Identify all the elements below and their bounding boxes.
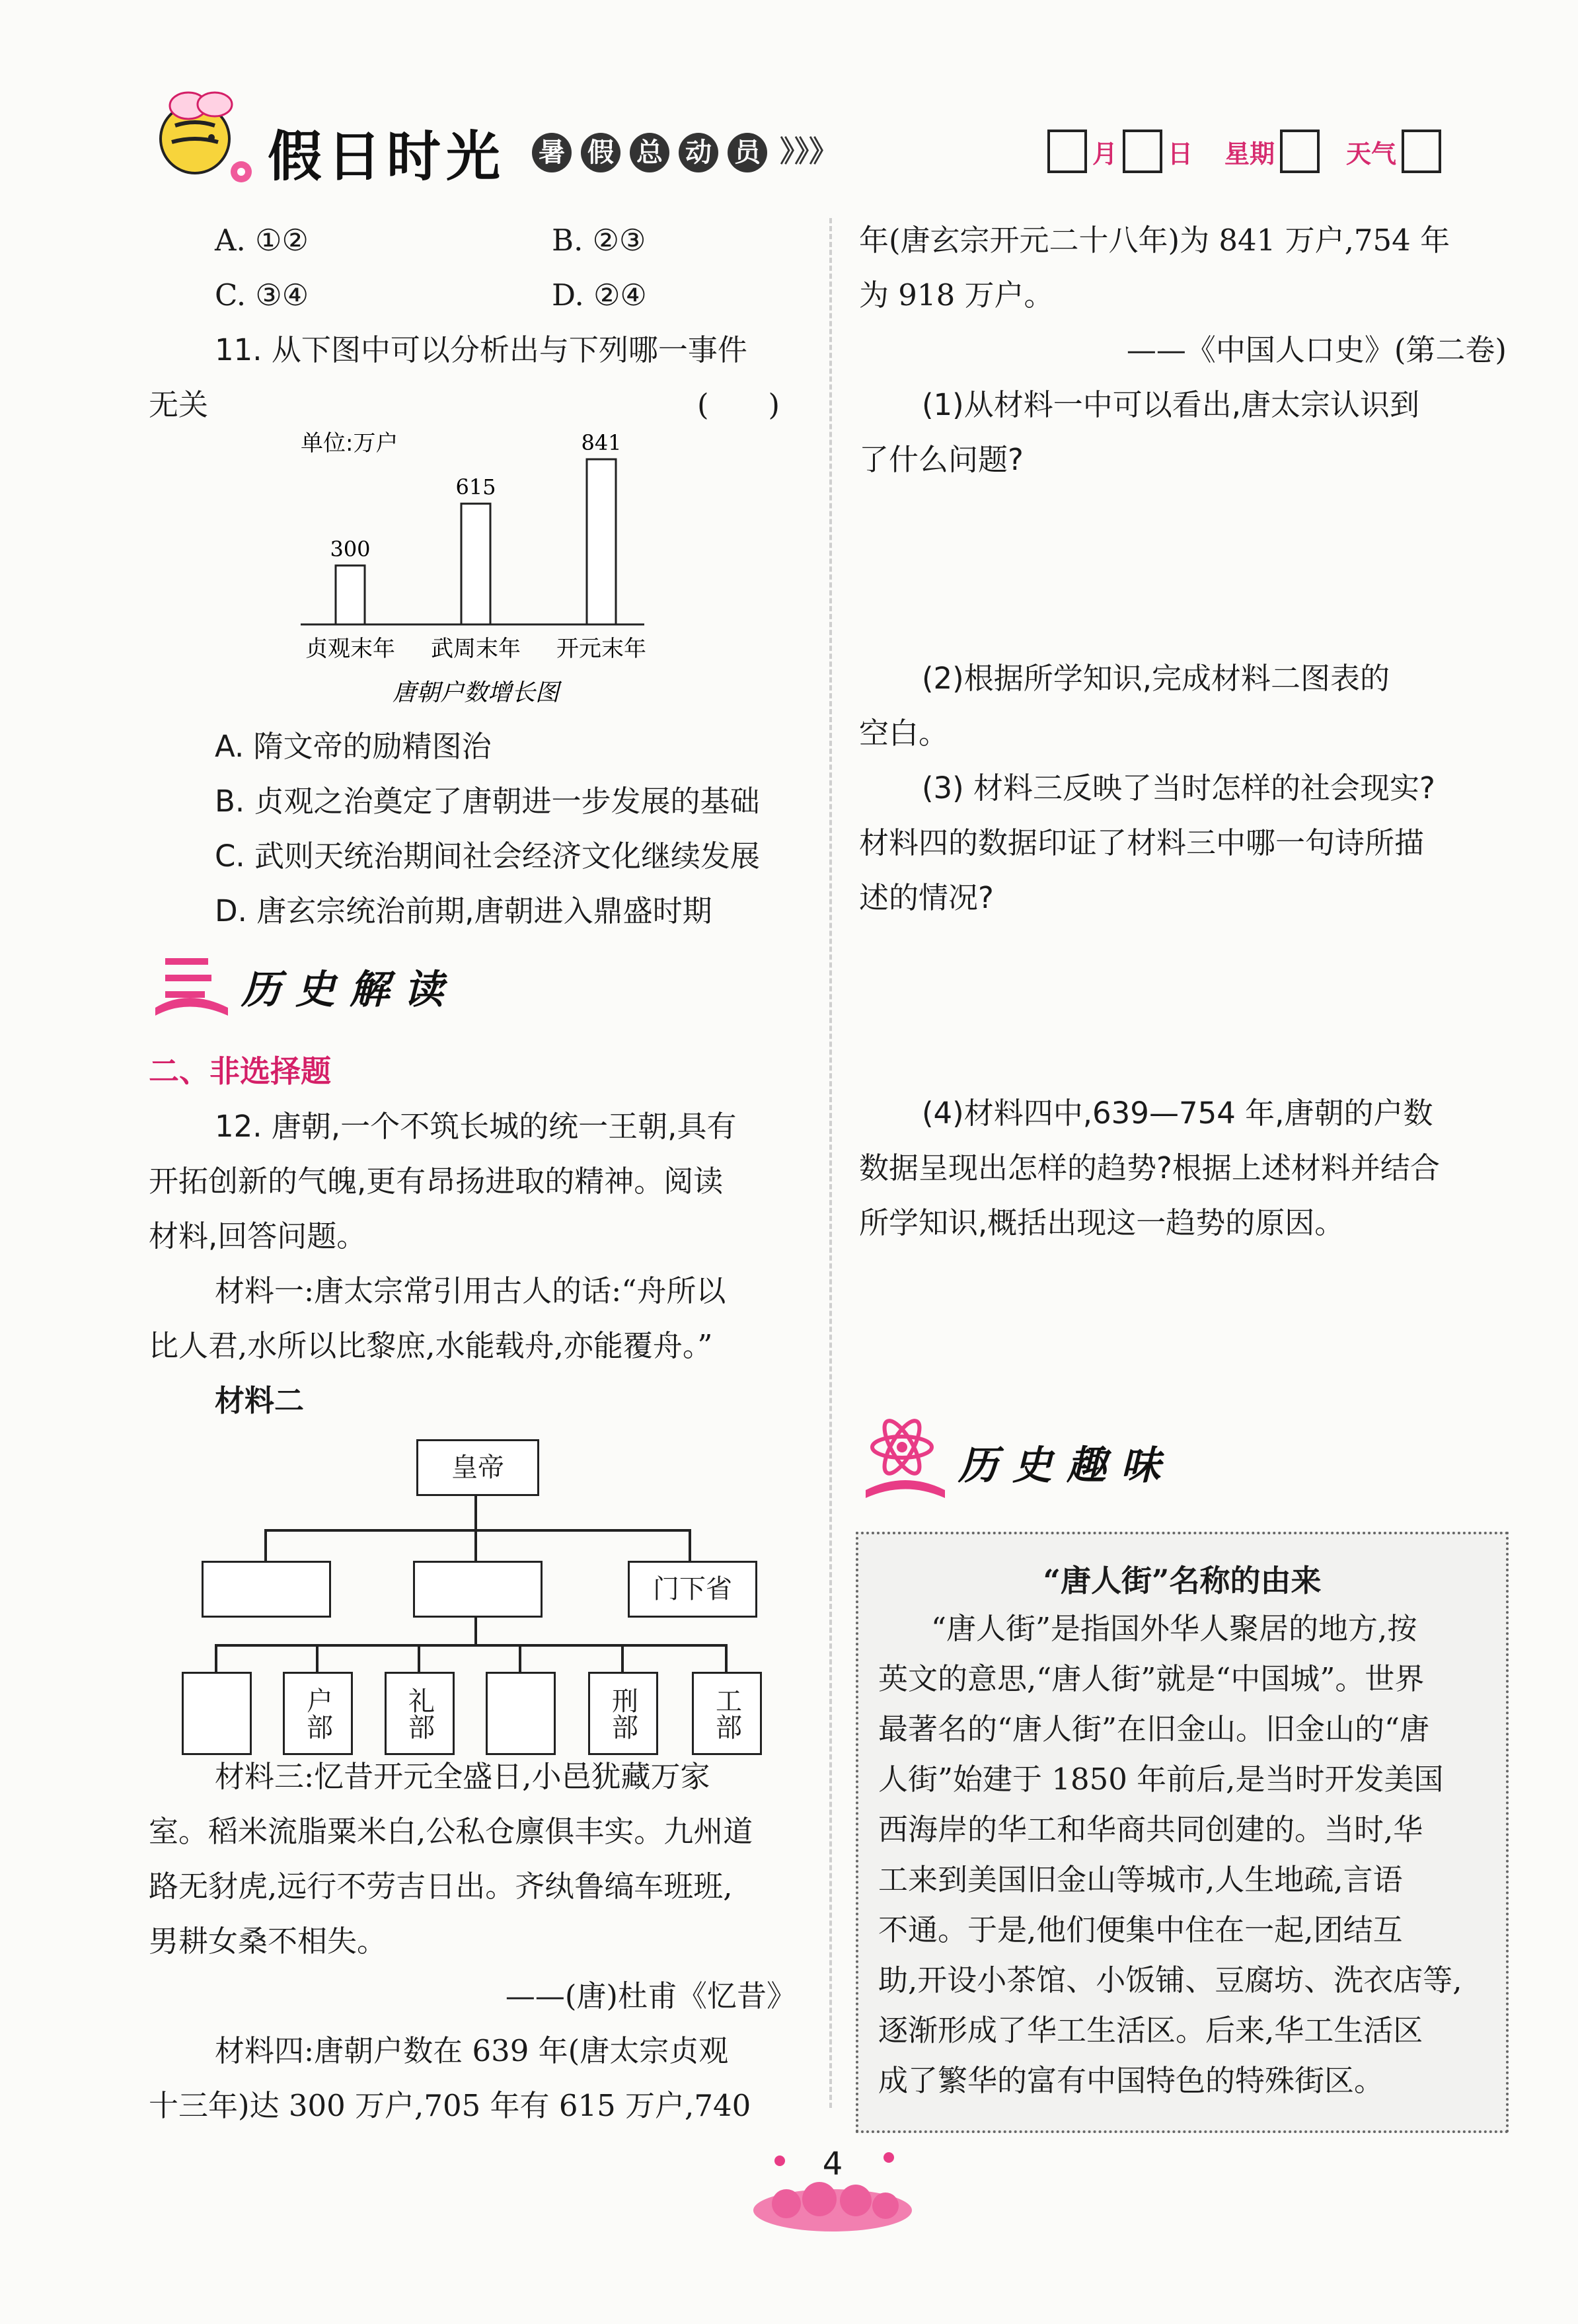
header-badge: 假 xyxy=(581,133,620,172)
section-header-reading xyxy=(149,942,466,1028)
header-badge: 暑 xyxy=(532,133,572,172)
header-badge: 员 xyxy=(728,133,767,172)
q11-option-c[interactable]: C. 武则天统治期间社会经济文化继续发展 xyxy=(215,839,761,874)
q10-option-a[interactable]: A. ①② xyxy=(215,223,309,258)
part-title: 二、非选择题 xyxy=(149,1053,331,1089)
section-header-fun xyxy=(859,1414,1203,1507)
header-title: 假日时光 xyxy=(268,125,506,188)
org-gongbu: 工部 xyxy=(692,1672,762,1755)
question-3: 材料四的数据印证了材料三中哪一句诗所描 xyxy=(859,825,1425,860)
chart-tick-label: 武周末年 xyxy=(431,636,521,662)
chart-title: 唐朝户数增长图 xyxy=(392,679,560,706)
org-emperor: 皇帝 xyxy=(416,1439,539,1496)
month-input[interactable] xyxy=(1047,130,1087,173)
date-fields xyxy=(1047,130,1441,173)
chart-data-label: 300 xyxy=(330,536,371,562)
chart-unit-label: 单位:万户 xyxy=(301,430,398,457)
header-arrows: 》》》 xyxy=(780,135,839,169)
weather-label: 天气 xyxy=(1346,139,1397,169)
material4-line: 十三年)达 300 万户,705 年有 615 万户,740 xyxy=(149,2088,751,2123)
q11-option-d[interactable]: D. 唐玄宗统治前期,唐朝进入鼎盛时期 xyxy=(215,893,712,928)
chart-tick-label: 开元末年 xyxy=(556,636,646,662)
answer-area-1[interactable] xyxy=(859,489,1507,648)
material4-line: 材料四:唐朝户数在 639 年(唐太宗贞观 xyxy=(215,2033,729,2068)
fun-line: 成了繁华的富有中国特色的特殊街区。 xyxy=(878,2063,1384,2098)
section-title-reading: 历史解读 xyxy=(241,967,458,1013)
material1-line: 比人君,水所以比黎庶,水能载舟,亦能覆舟。” xyxy=(149,1328,713,1363)
org-blank-ministry-1[interactable] xyxy=(182,1672,252,1755)
question-1: (1)从材料一中可以看出,唐太宗认识到 xyxy=(922,387,1420,422)
org-xingbu: 刑部 xyxy=(588,1672,658,1755)
material4-cont: 年(唐玄宗开元二十八年)为 841 万户,754 年 xyxy=(859,223,1450,258)
header-badges xyxy=(532,128,838,172)
fun-line: 不通。于是,他们便集中住在一起,团结互 xyxy=(878,1912,1403,1947)
q12-line: 12. 唐朝,一个不筑长城的统一王朝,具有 xyxy=(215,1109,737,1144)
month-label: 月 xyxy=(1092,139,1118,169)
q11-stem-2: 无关 xyxy=(149,387,209,422)
org-blank-box-1[interactable] xyxy=(202,1561,331,1618)
material4-source: ——《中国人口史》(第二卷) xyxy=(1126,332,1507,367)
column-divider xyxy=(829,218,832,2108)
material3-source: ——(唐)杜甫《忆昔》 xyxy=(505,1978,796,2013)
day-label: 日 xyxy=(1168,139,1193,169)
atom-hand-icon xyxy=(859,1414,952,1507)
org-blank-ministry-2[interactable] xyxy=(486,1672,556,1755)
question-4: 所学知识,概括出现这一趋势的原因。 xyxy=(859,1205,1345,1240)
q10-option-d[interactable]: D. ②④ xyxy=(552,278,647,313)
material3-line: 路无豺虎,远行不劳吉日出。齐纨鲁缟车班班, xyxy=(149,1869,733,1904)
fun-line: 西海岸的华工和华商共同创建的。当时,华 xyxy=(878,1812,1423,1847)
question-4: (4)材料四中,639—754 年,唐朝的户数 xyxy=(922,1096,1433,1131)
q10-option-c[interactable]: C. ③④ xyxy=(215,278,309,313)
week-label: 星期 xyxy=(1224,139,1275,169)
q11-answer-paren[interactable]: ( ) xyxy=(697,387,780,422)
fun-line: 最著名的“唐人街”在旧金山。旧金山的“唐 xyxy=(878,1711,1430,1746)
question-1: 了什么问题? xyxy=(859,442,1024,477)
material2-label: 材料二 xyxy=(215,1383,305,1418)
q12-line: 材料,回答问题。 xyxy=(149,1218,367,1254)
question-2: (2)根据所学知识,完成材料二图表的 xyxy=(922,661,1390,696)
chart-svg xyxy=(291,423,661,714)
fun-line: 助,开设小茶馆、小饭铺、豆腐坊、洗衣店等, xyxy=(878,1963,1462,1998)
q10-option-b[interactable]: B. ②③ xyxy=(552,223,646,258)
q11-option-b[interactable]: B. 贞观之治奠定了唐朝进一步发展的基础 xyxy=(215,784,760,819)
section-title-fun: 历史趣味 xyxy=(958,1443,1175,1489)
material3-line: 材料三:忆昔开元全盛日,小邑犹藏万家 xyxy=(215,1759,710,1794)
material3-line: 男耕女桑不相失。 xyxy=(149,1924,387,1959)
chart-data-label: 615 xyxy=(455,474,496,500)
chart-data-label: 841 xyxy=(581,430,622,455)
org-chart xyxy=(172,1434,767,1758)
org-hubu: 户部 xyxy=(283,1672,353,1755)
bar-chart xyxy=(291,423,661,714)
q11-option-a[interactable]: A. 隋文帝的励精图治 xyxy=(215,729,492,764)
question-4: 数据呈现出怎样的趋势?根据上述材料并结合 xyxy=(859,1150,1440,1185)
chart-bar xyxy=(587,459,616,624)
header-badge: 总 xyxy=(630,133,669,172)
q12-line: 开拓创新的气魄,更有昂扬进取的精神。阅读 xyxy=(149,1164,724,1199)
fun-fact-box xyxy=(856,1532,1509,2133)
org-libu: 礼部 xyxy=(385,1672,455,1755)
org-blank-box-2[interactable] xyxy=(413,1561,543,1618)
fun-line: 工来到美国旧金山等城市,人生地疏,言语 xyxy=(878,1862,1403,1897)
chart-bar xyxy=(461,504,490,624)
week-input[interactable] xyxy=(1280,130,1320,173)
day-input[interactable] xyxy=(1123,130,1162,173)
question-3: (3) 材料三反映了当时怎样的社会现实? xyxy=(922,770,1435,806)
header-badge: 动 xyxy=(679,133,718,172)
material4-cont: 为 918 万户。 xyxy=(859,278,1054,313)
hand-book-icon xyxy=(149,942,235,1028)
chart-tick-label: 贞观末年 xyxy=(305,636,395,662)
fun-title: “唐人街”名称的由来 xyxy=(1043,1563,1322,1598)
fun-body xyxy=(878,1604,1493,2106)
org-menxia: 门下省 xyxy=(628,1561,757,1618)
weather-input[interactable] xyxy=(1402,130,1441,173)
question-2: 空白。 xyxy=(859,716,949,751)
fun-line: 逐渐形成了华工生活区。后来,华工生活区 xyxy=(878,2013,1423,2048)
material1-line: 材料一:唐太宗常引用古人的话:“舟所以 xyxy=(215,1273,726,1308)
question-3: 述的情况? xyxy=(859,880,994,915)
header-logo xyxy=(149,79,261,192)
q11-stem: 11. 从下图中可以分析出与下列哪一事件 xyxy=(215,332,747,367)
fun-line: “唐人街”是指国外华人聚居的地方,按 xyxy=(931,1611,1417,1646)
fun-line: 人街”始建于 1850 年前后,是当时开发美国 xyxy=(878,1762,1444,1797)
material3-line: 室。稻米流脂粟米白,公私仓廪俱丰实。九州道 xyxy=(149,1814,753,1849)
chart-bar xyxy=(336,566,365,624)
page-number: 4 xyxy=(822,2146,843,2183)
fun-line: 英文的意思,“唐人街”就是“中国城”。世界 xyxy=(878,1661,1425,1696)
